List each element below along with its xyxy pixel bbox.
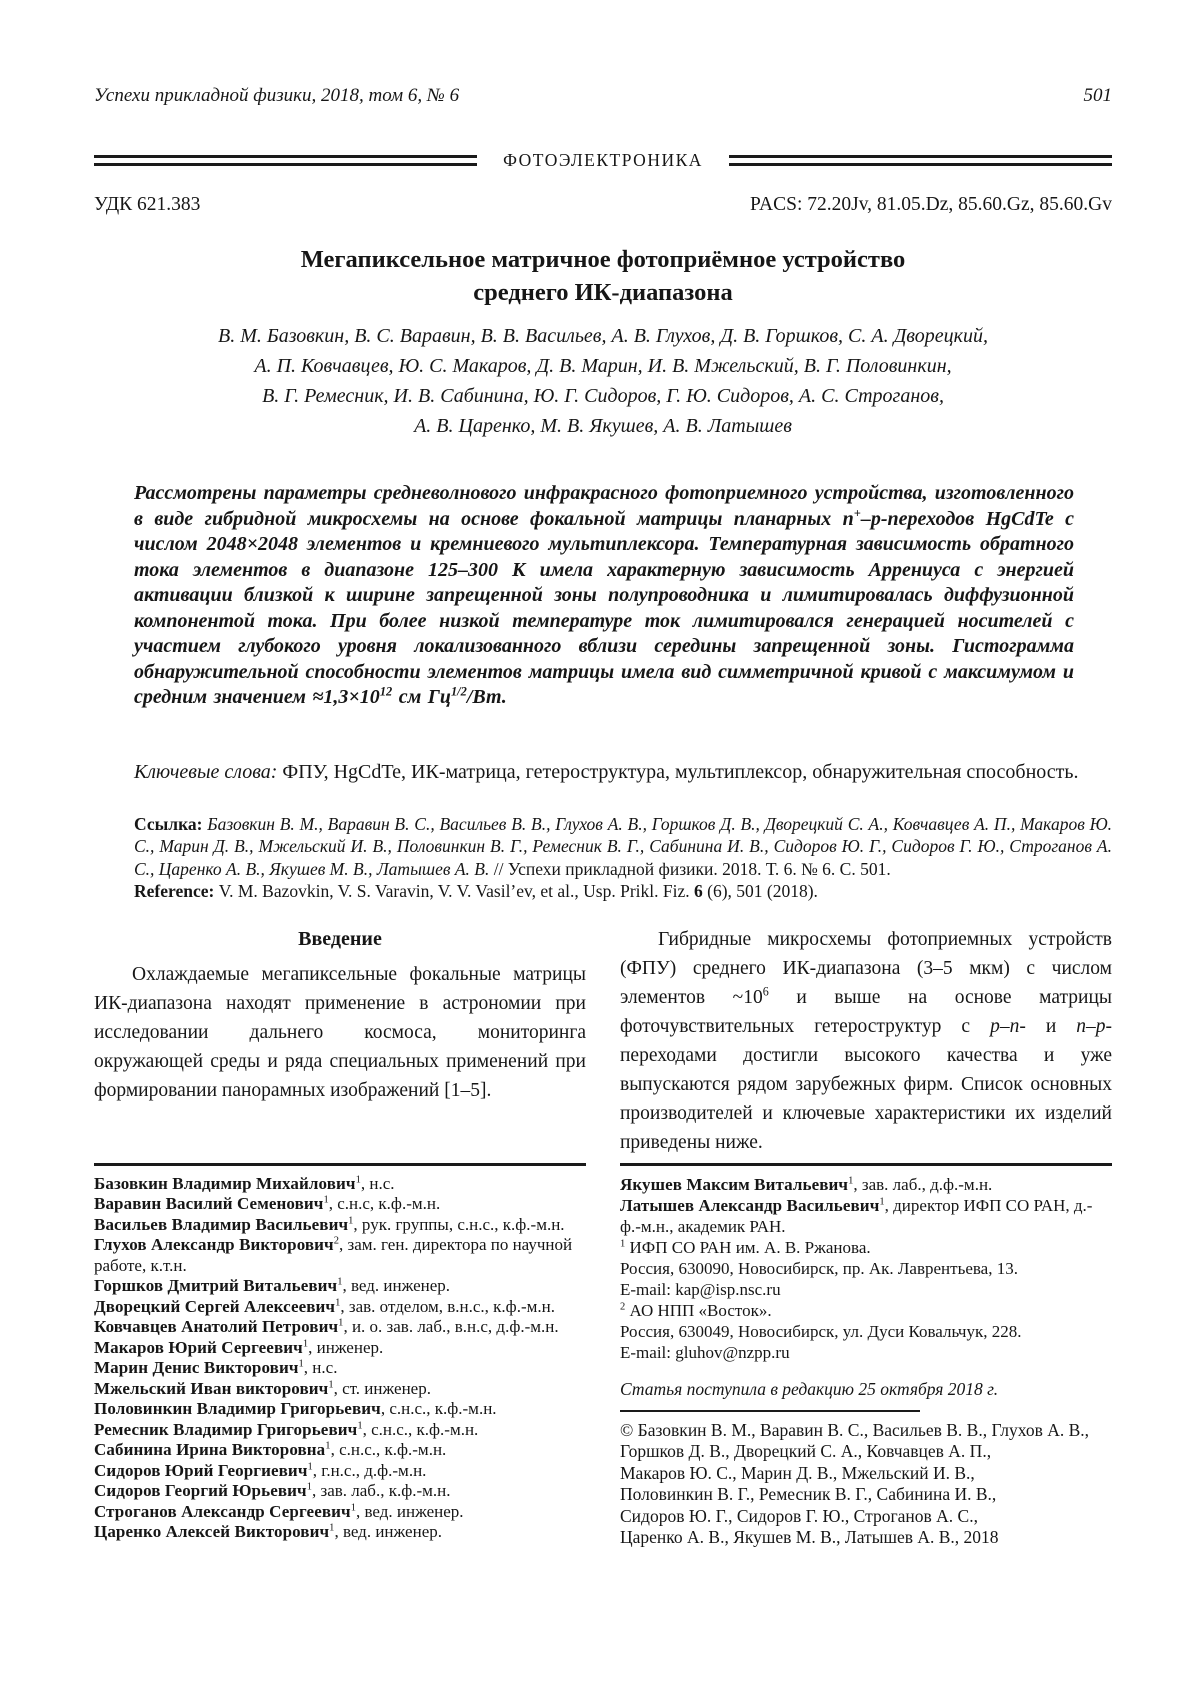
author-note bbox=[94, 1317, 586, 1338]
article-title-line: среднего ИК-диапазона bbox=[473, 279, 733, 306]
affiliation-text: Россия, 630049, Новосибирск, ул. Дуси Ковальчук, 228. bbox=[620, 1321, 1022, 1341]
author-notes-left bbox=[94, 1174, 586, 1543]
right-column bbox=[620, 925, 1112, 1549]
affiliation-superscript: 1 bbox=[350, 1501, 356, 1513]
author-note bbox=[94, 1379, 586, 1400]
affiliation-text: ИФП СО РАН им. А. В. Ржанова. bbox=[625, 1237, 871, 1257]
author-role: , директор ИФП СО РАН, д.-ф.-м.н., академик РАН. bbox=[620, 1195, 1093, 1236]
author-note bbox=[94, 1399, 586, 1420]
copyright-rule bbox=[620, 1410, 920, 1412]
authors-block bbox=[94, 321, 1112, 441]
copyright-line: Макаров Ю. С., Марин Д. В., Мжельский И. В., bbox=[620, 1462, 975, 1483]
affiliation-superscript: 1 bbox=[298, 1358, 304, 1370]
author-note bbox=[94, 1174, 586, 1195]
keywords-text: Ключевые слова: ФПУ, HgCdTe, ИК-матрица, гетероструктура, мультиплексор, обнаружительная способность. bbox=[134, 760, 1079, 783]
author-name: Васильев Владимир Васильевич bbox=[94, 1214, 349, 1234]
citation-english: Reference: V. M. Bazovkin, V. S. Varavin, V. V. Vasil’ev, et al., Usp. Prikl. Fiz. 6 (6), 501 (2018). bbox=[134, 881, 818, 901]
author-name: Якушев Максим Витальевич bbox=[620, 1174, 849, 1194]
author-note bbox=[620, 1174, 1112, 1195]
author-note bbox=[94, 1440, 586, 1461]
received-date: Статья поступила в редакцию 25 октября 2018 г. bbox=[620, 1378, 999, 1399]
author-role: , ст. инженер. bbox=[333, 1378, 431, 1398]
affiliation-line bbox=[620, 1300, 1112, 1321]
copyright-line: Половинкин В. Г., Ремесник В. Г., Сабинина И. В., bbox=[620, 1484, 997, 1504]
author-role: , н.с. bbox=[360, 1173, 395, 1193]
copyright-line: Царенко А. В., Якушев М. В., Латышев А. В., 2018 bbox=[620, 1527, 999, 1547]
affiliation-superscript: 1 bbox=[328, 1378, 334, 1390]
author-note bbox=[94, 1338, 586, 1359]
affiliation-superscript: 1 bbox=[325, 1440, 331, 1452]
affiliation-superscript: 1 bbox=[306, 1481, 312, 1493]
page-number: 501 bbox=[1083, 85, 1112, 106]
author-role: , с.н.с, к.ф.-м.н. bbox=[328, 1194, 441, 1213]
author-role: , вед. инженер. bbox=[355, 1501, 464, 1521]
author-note bbox=[94, 1461, 586, 1482]
two-column-body bbox=[94, 925, 1112, 1549]
affiliation-line bbox=[620, 1342, 1112, 1363]
affiliation-text: E-mail: gluhov@nzpp.ru bbox=[620, 1342, 790, 1362]
affiliation-line bbox=[620, 1279, 1112, 1300]
author-note bbox=[94, 1522, 586, 1543]
author-role: , зав. лаб., д.ф.-м.н. bbox=[853, 1174, 993, 1194]
journal-title: Успехи прикладной физики, 2018, том 6, № 6 bbox=[94, 85, 460, 106]
author-name: Ковчавцев Анатолий Петрович bbox=[94, 1317, 339, 1336]
author-line: В. М. Базовкин, В. С. Варавин, В. В. Васильев, А. В. Глухов, Д. В. Горшков, С. А. Дворецкий, bbox=[218, 325, 988, 347]
author-note bbox=[94, 1502, 586, 1523]
affiliation-superscript: 1 bbox=[323, 1194, 329, 1206]
citation-russian: Ссылка: Базовкин В. М., Варавин В. С., Васильев В. В., Глухов А. В., Горшков Д. В., Дворецкий С. А., Ковчавцев А. П., Макаров Ю. С., Марин Д. В., Мжельский И. В., Половинкин В. Г., Ремесник В. Г., Сабинина И. В., Сидоров Ю. Г., Сидоров Г. Ю., Строганов А. С., Царенко А. В., Якушев М. В., Латышев А. В. // Успехи прикладной физики. 2018. Т. 6. № 6. С. 501. bbox=[134, 813, 1113, 879]
body-paragraph: Гибридные микросхемы фотоприемных устройств (ФПУ) среднего ИК-диапазона (3–5 мкм) с числом элементов $\sim 10^6$ и выше на основе матрицы фоточувствительных гетероструктур с p–n- и n–p-переходами достигли высокого качества и уже выпускаются рядом зарубежных фирм. Список основных производителей и ключевые характеристики их изделий приведены ниже. bbox=[620, 928, 1112, 1153]
author-name: Сидоров Георгий Юрьевич bbox=[94, 1481, 307, 1500]
affiliation-number: 1 bbox=[620, 1237, 626, 1249]
author-note bbox=[94, 1235, 586, 1276]
author-name: Макаров Юрий Сергеевич bbox=[94, 1337, 303, 1357]
affiliation-superscript: 1 bbox=[338, 1317, 344, 1329]
copyright-line: Горшков Д. В., Дворецкий С. А., Ковчавцев А. П., bbox=[620, 1441, 992, 1461]
author-line: А. П. Ковчавцев, Ю. С. Макаров, Д. В. Марин, И. В. Мжельский, В. Г. Половинкин, bbox=[254, 355, 952, 377]
author-role: , зав. отделом, в.н.с., к.ф.-м.н. bbox=[340, 1296, 555, 1316]
author-name: Горшков Дмитрий Витальевич bbox=[94, 1276, 338, 1295]
copyright-block bbox=[620, 1420, 1112, 1549]
author-note bbox=[94, 1194, 586, 1215]
affiliation-superscript: 1 bbox=[302, 1337, 309, 1349]
affiliation-superscript: 1 bbox=[357, 1419, 363, 1431]
affiliation-line bbox=[620, 1237, 1112, 1258]
author-role: , рук. группы, с.н.с., к.ф.-м.н. bbox=[353, 1214, 565, 1234]
author-name: Мжельский Иван викторович bbox=[94, 1378, 329, 1398]
author-notes-right bbox=[620, 1174, 1112, 1237]
affiliation-text: Россия, 630090, Новосибирск, пр. Ак. Лаврентьева, 13. bbox=[620, 1258, 1018, 1278]
affiliation-superscript: 1 bbox=[355, 1173, 361, 1185]
author-note bbox=[94, 1297, 586, 1318]
author-role: , зав. лаб., к.ф.-м.н. bbox=[311, 1481, 451, 1500]
affiliation-superscript: 1 bbox=[848, 1174, 854, 1186]
author-note bbox=[620, 1195, 1112, 1237]
affiliation-text: E-mail: kap@isp.nsc.ru bbox=[620, 1279, 781, 1299]
section-banner-label: ФОТОЭЛЕКТРОНИКА bbox=[503, 150, 703, 170]
article-title-line: Мегапиксельное матричное фотоприёмное устройство bbox=[300, 246, 906, 273]
copyright-line: © Базовкин В. М., Варавин В. С., Васильев В. В., Глухов А. В., bbox=[620, 1419, 1090, 1440]
author-role: , с.н.с., к.ф.-м.н. bbox=[380, 1399, 497, 1418]
right-column-text bbox=[620, 925, 1112, 1163]
running-head bbox=[94, 84, 1112, 108]
author-name: Половинкин Владимир Григорьевич bbox=[94, 1399, 381, 1418]
article-title bbox=[94, 243, 1112, 309]
author-name: Латышев Александр Васильевич bbox=[620, 1195, 880, 1215]
udk-pacs-row bbox=[94, 193, 1112, 217]
intro-heading: Введение bbox=[298, 927, 382, 950]
author-note bbox=[94, 1481, 586, 1502]
author-name: Ремесник Владимир Григорьевич bbox=[94, 1419, 358, 1439]
udk-code: УДК 621.383 bbox=[94, 194, 201, 215]
footnote-rule-right bbox=[620, 1163, 1112, 1166]
author-role: , с.н.с., к.ф.-м.н. bbox=[362, 1419, 479, 1439]
affiliation-text: АО НПП «Восток». bbox=[625, 1300, 772, 1320]
author-line: А. В. Царенко, М. В. Якушев, А. В. Латышев bbox=[414, 415, 792, 437]
author-line: В. Г. Ремесник, И. В. Сабинина, Ю. Г. Сидоров, Г. Ю. Сидоров, А. С. Строганов, bbox=[262, 385, 944, 407]
affiliation-superscript: 1 bbox=[307, 1460, 313, 1472]
author-name: Царенко Алексей Викторович bbox=[94, 1522, 330, 1541]
author-role: , с.н.с., к.ф.-м.н. bbox=[330, 1440, 447, 1459]
author-name: Строганов Александр Сергеевич bbox=[94, 1501, 351, 1521]
author-role: , вед. инженер. bbox=[342, 1276, 451, 1295]
author-note bbox=[94, 1420, 586, 1441]
author-name: Марин Денис Викторович bbox=[94, 1358, 299, 1377]
affiliation-line bbox=[620, 1258, 1112, 1279]
author-role: , г.н.с., д.ф.-м.н. bbox=[312, 1460, 427, 1480]
left-column bbox=[94, 925, 586, 1549]
affiliation-superscript: 1 bbox=[879, 1195, 885, 1207]
affiliation-superscript: 2 bbox=[333, 1235, 339, 1247]
author-role: , н.с. bbox=[303, 1358, 338, 1377]
author-note bbox=[94, 1358, 586, 1379]
author-role: , и. о. зав. лаб., в.н.с, д.ф.-м.н. bbox=[343, 1317, 559, 1336]
author-note bbox=[94, 1215, 586, 1236]
copyright-line: Сидоров Ю. Г., Сидоров Г. Ю., Строганов А. С., bbox=[620, 1505, 978, 1526]
affiliation-superscript: 1 bbox=[348, 1214, 354, 1226]
author-role: , зам. ген. директора по научной работе, к.т.н. bbox=[94, 1235, 573, 1275]
author-name: Сидоров Юрий Георгиевич bbox=[94, 1460, 308, 1480]
pacs-codes: PACS: 72.20Jv, 81.05.Dz, 85.60.Gz, 85.60.Gv bbox=[749, 194, 1112, 215]
author-note bbox=[94, 1276, 586, 1297]
left-column-text bbox=[94, 925, 586, 1163]
footnote-rule-left bbox=[94, 1163, 586, 1166]
double-rule-right bbox=[729, 155, 1112, 166]
affiliation-superscript: 1 bbox=[335, 1296, 341, 1308]
abstract-text: Рассмотрены параметры средневолнового инфракрасного фотоприемного устройства, изготовленного в виде гибридной микросхемы на основе фокальной матрицы планарных n+–p-переходов HgCdTe с числом 2048×2048 элементов и кремниевого мультиплексора. Температурная зависимость обратного тока элементов в диапазоне 125–300 К имела характерную зависимость Аррениуса с энергией активации близкой к ширине запрещенной зоны полупроводника и лимитировалась диффузионной компонентой тока. При более низкой температуре ток лимитировался генерацией носителей с участием глубокого уровня локализованного вблизи середины запрещенной зоны. Гистограмма обнаружительной способности элементов матрицы имела вид симметричной кривой с максимумом и средним значением $\approx 1,3\times 10^{12}$ см $Гц^{1/2}/Вт$. bbox=[134, 482, 1074, 708]
affiliations-block bbox=[620, 1237, 1112, 1363]
author-name: Глухов Александр Викторович bbox=[94, 1235, 334, 1254]
author-role: , инженер. bbox=[308, 1337, 384, 1357]
affiliation-superscript: 1 bbox=[329, 1522, 335, 1534]
author-name: Дворецкий Сергей Алексеевич bbox=[94, 1296, 336, 1316]
author-role: , вед. инженер. bbox=[334, 1522, 442, 1541]
affiliation-superscript: 1 bbox=[337, 1276, 343, 1288]
author-name: Базовкин Владимир Михайлович bbox=[94, 1173, 356, 1193]
section-banner bbox=[94, 150, 1112, 171]
affiliation-number: 2 bbox=[620, 1300, 626, 1312]
author-name: Сабинина Ирина Викторовна bbox=[94, 1440, 326, 1459]
double-rule-left bbox=[94, 155, 477, 166]
intro-paragraph: Охлаждаемые мегапиксельные фокальные матрицы ИК-диапазона находят применение в астрономии при исследовании дальнего космоса, мониторинга окружающей среды и ряда специальных применений при формировании панорамных изображений [1–5]. bbox=[94, 963, 586, 1101]
affiliation-line bbox=[620, 1321, 1112, 1342]
author-name: Варавин Василий Семенович bbox=[94, 1194, 324, 1213]
